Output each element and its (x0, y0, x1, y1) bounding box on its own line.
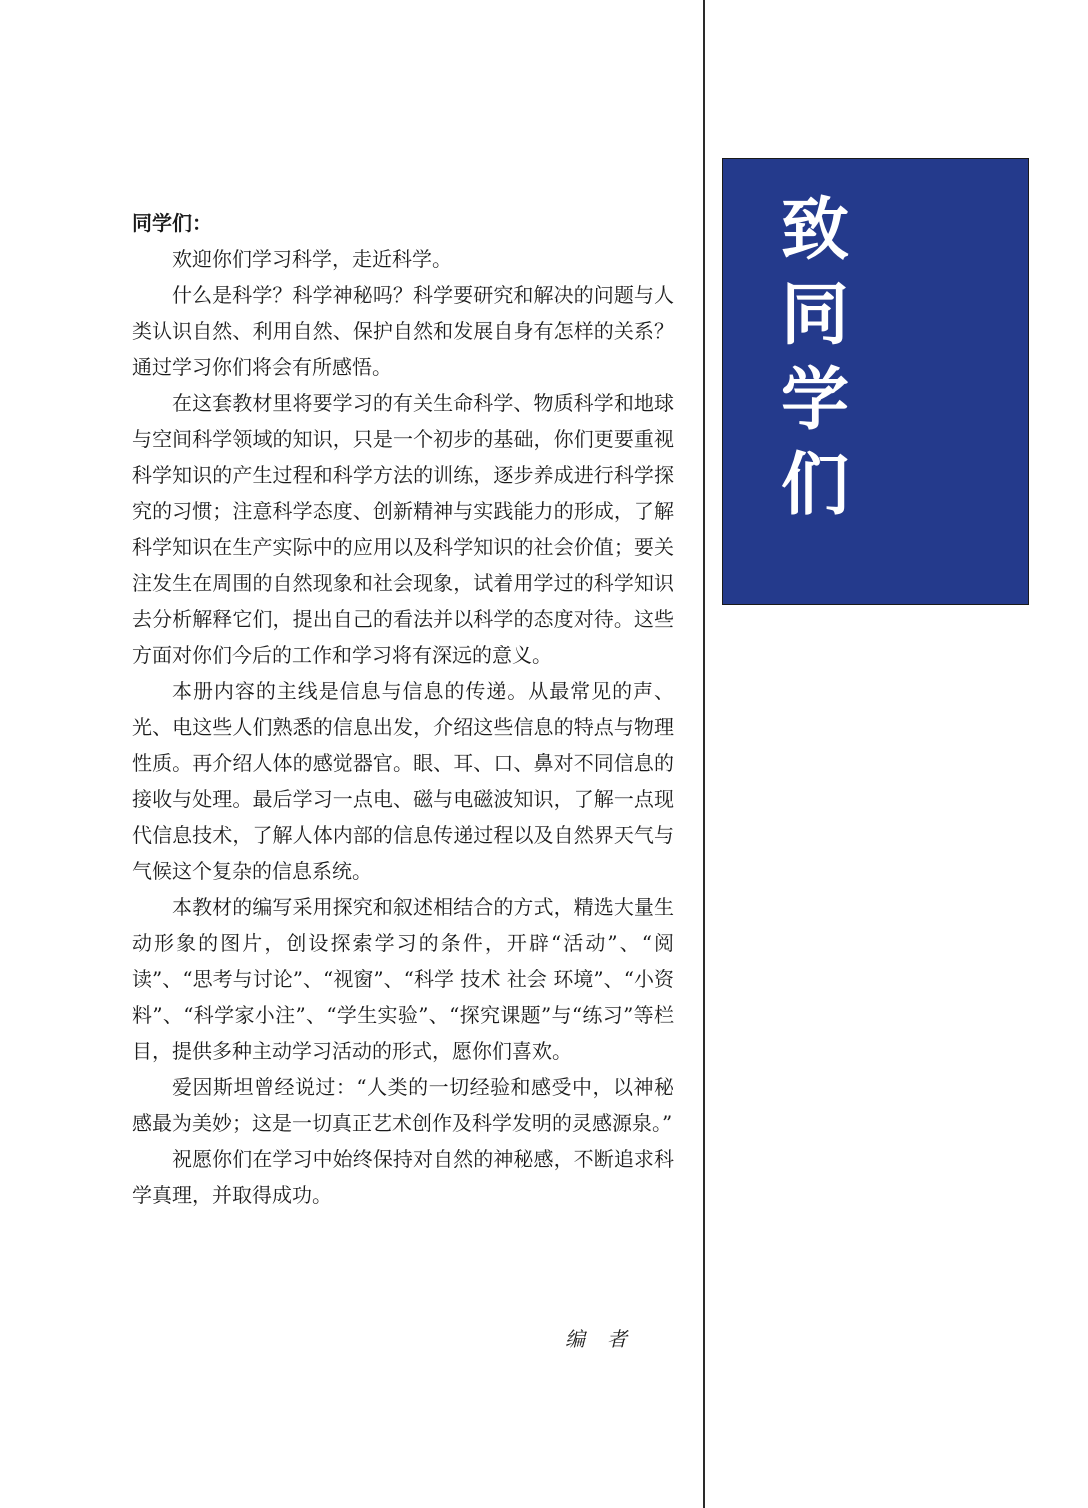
title-char-2: 同 (780, 276, 849, 355)
title-char-4: 们 (780, 446, 849, 525)
paragraph-6: 爱因斯坦曾经说过：“人类的一切经验和感受中，以神秘感最为美妙；这是一切真正艺术创作及科学发明的灵感源泉。” (132, 1075, 674, 1135)
paragraph-1: 欢迎你们学习科学，走近科学。 (172, 247, 452, 271)
signature: 编者 (565, 1327, 649, 1351)
title-panel (722, 158, 1029, 605)
paragraph-2: 什么是科学？科学神秘吗？科学要研究和解决的问题与人类认识自然、利用自然、保护自然和发展自身有怎样的关系？通过学习你们将会有所感悟。 (132, 283, 674, 379)
title-char-3: 学 (780, 361, 849, 440)
page-divider (703, 0, 705, 1508)
paragraph-3: 在这套教材里将要学习的有关生命科学、物质科学和地球与空间科学领域的知识，只是一个初步的基础，你们更要重视科学知识的产生过程和科学方法的训练，逐步养成进行科学探究的习惯；注意科学态度、创新精神与实践能力的形成，了解科学知识在生产实际中的应用以及科学知识的社会价值；要关注发生在周围的自然现象和社会现象，试着用学过的科学知识去分析解释它们，提出自己的看法并以科学的态度对待。这些方面对你们今后的工作和学习将有深远的意义。 (132, 391, 674, 667)
paragraph-4: 本册内容的主线是信息与信息的传递。从最常见的声、光、电这些人们熟悉的信息出发，介绍这些信息的特点与物理性质。再介绍人体的感觉器官。眼、耳、口、鼻对不同信息的接收与处理。最后学习一点电、磁与电磁波知识，了解一点现代信息技术，了解人体内部的信息传递过程以及自然界天气与气候这个复杂的信息系统。 (132, 679, 674, 883)
salutation: 同学们： (132, 211, 212, 235)
paragraph-7: 祝愿你们在学习中始终保持对自然的神秘感，不断追求科学真理，并取得成功。 (132, 1147, 674, 1207)
paragraph-5: 本教材的编写采用探究和叙述相结合的方式，精选大量生动形象的图片，创设探索学习的条件，开辟“活动”、“阅读”、“思考与讨论”、“视窗”、“科学 技术 社会 环境”、“小资料”、“科学家小注”、“学生实验”、“探究课题”与“练习”等栏目，提供多种主动学习活动的形式，愿你们喜欢。 (132, 895, 674, 1063)
letter-body (132, 205, 674, 1213)
title-char-1: 致 (780, 191, 849, 270)
